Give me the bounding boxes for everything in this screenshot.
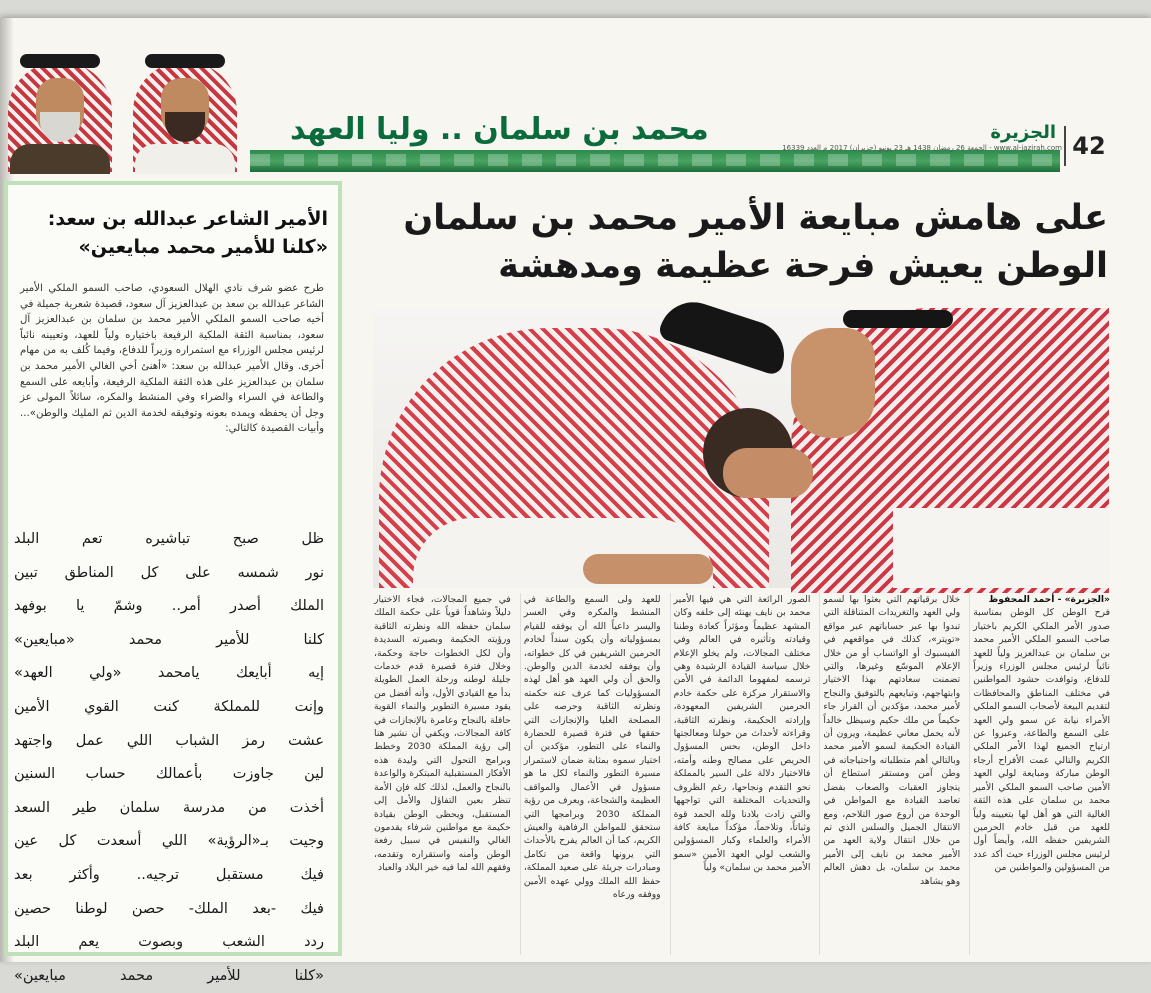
page-number: 42 <box>1064 126 1112 166</box>
poem-line: ظل صبح تباشيره تعم البلد <box>14 531 324 547</box>
poem-line: كلنا للأمير محمد «مبايعين» <box>14 631 324 648</box>
newspaper-masthead <box>782 122 1062 156</box>
column-text: للعهد ولى السمع والطاعة في المنشط والمكره وفي العسر واليسر داعياً الله أن يوفقه للقيام بمسؤولياته وأن يكون سنداً لخادم الحرمين الشريفين في كل خطواته، وأن يوفقه لخدمة الدين والوطن. والحق أن ولي العهد هو أهل لهذه المسؤوليات كما عرف عنه حكمته ونظرته الثاقبة وحرصه على المصلحة العليا والإنجازات التي حققها في فترة قصيرة للحضارة والنماء على التطور، مؤكدين أن اختيار سموه بمثابة ضمان لاستمرار مسيرة التطور والنماء لكل ما هو مسؤول في الأعمال والمواقف العظيمة والشجاعة، ويعرف من رؤية المملكة 2030 وبرامجها التي ستحقق للمواطن الرفاهية والعيش الكريم، كما أن العالم يفرح بالأحداث التي يرونها واقعة من تكامل ومبادرات جريئة على صعيد المملكة، حفظ الله الملك وولي عهده الأمين ووفقه ورعاه <box>523 594 661 900</box>
poem-line: وجيت بـ«الرؤية» اللي أسعدت كل عين <box>14 833 324 850</box>
poem-line: فيك -بعد الملك- حصن لوطنا حصين <box>14 900 324 917</box>
article-photo <box>373 308 1108 588</box>
issue-info: الجمعة 26 رمضان 1438 هـ 23 يونيو (حزيران) 2017 م العدد 16339 - www.al-jazirah.com <box>782 144 1062 152</box>
poem-line: نور شمسه على كل المناطق تبين <box>14 564 324 581</box>
column-text: فرح الوطن كل الوطن بمناسبة صدور الأمر الملكي الكريم باختيار صاحب السمو الملكي الأمير محمد بن سلمان بن عبدالعزيز ولياً للعهد نائباً لرئيس مجلس الوزراء وزيراً للدفاع، وتوافدت حشود المواطنين في مختلف المناطق والمحافظات لتقديم البيعة لأصحاب السمو الملكي الأمراء نيابة عن سمو ولي العهد على السمع والطاعة، وعبروا عن ارتياح الجميع لهذا الأمر الملكي الكريم والتالي عمت الأفراح أرجاء الوطن مباركة ومبايعة لولي العهد الأمين صاحب السمو الملكي الأمير محمد بن سلمان على هذه الثقة الغالية التي هو أهل لها بتعيينه ولياً للعهد من قبل خادم الحرمين الشريفين حفظه الله، وأيضاً أول لرئيس مجلس الوزراء حيث أكد عدد من المسؤولين والمواطنين من <box>973 607 1110 874</box>
article-column <box>520 593 661 955</box>
article-headline <box>360 194 1108 290</box>
column-text: في جميع المجالات، فجاء الاختيار دليلاً وشاهداً قوياً على حكمة الملك سلمان حفظه الله ونظرته الثاقبة ورؤيته الحكيمة وبصيرته السديدة وأن لكل الخطوات حاجة وحكمة، وخلال فترة قصيرة قدم خدمات جليلة لوطنه ورحلة العمل الطويلة بدأ مع القيادي الأول، وأنه أفضل من يقود مسيرة التطوير والنماء القوية حافلة بالنجاح وعامرة بالإنجازات في كافة المجالات، ويكفي أن نشير هنا إلى رؤية المملكة 2030 وخطط وبرامج التحول التي وليدة هذه الأفكار المستقبلية المبتكرة والواعدة بالنجاح والعمل، لذلك كله فإن الأمة تنظر بعين التفاؤل والأمل إلى المستقبل، ويحظى الوطن بقيادة حكيمة مع مواطنين شرفاء يقدمون الغالي والنفيس في سبيل رفعة الوطن وأمنه واستقراره وتقدمه، وفقهم الله لما فيه خير البلاد والعباد <box>374 594 511 874</box>
article-column <box>670 593 811 955</box>
poem-line: فيك مستقبل ترجيه.. وأكثر بعد <box>14 866 324 883</box>
sidebar-title-line2: «كلنا للأمير محمد مبايعين» <box>78 236 328 258</box>
poem-line: وإنت للمملكة كنت القوي الأمين <box>14 698 324 715</box>
page-header <box>0 18 1151 168</box>
sidebar-title-line1: الأمير الشاعر عبدالله بن سعد: <box>47 208 328 230</box>
sidebar-title <box>18 205 328 261</box>
headline-line1: على هامش مبايعة الأمير محمد بن سلمان <box>403 198 1108 238</box>
poem-line: أخذت من مدرسة سلمان طير السعد <box>14 799 324 816</box>
poem-line: عشت رمز الشباب اللي عمل واجتهد <box>14 732 324 749</box>
newspaper-logo: الجزيرة <box>990 122 1056 143</box>
king-portrait <box>0 48 120 168</box>
article-column <box>969 593 1110 955</box>
poem-line: ردد الشعب وبصوت يعم البلد <box>14 934 324 951</box>
headline-line2: الوطن يعيش فرحة عظيمة ومدهشة <box>498 246 1108 286</box>
banner-title: محمد بن سلمان .. وليا العهد <box>290 112 709 147</box>
byline: «الجزيرة» - أحمد المحفوظ <box>988 594 1110 605</box>
article-columns <box>371 593 1110 955</box>
green-decorative-stripe <box>250 150 1060 172</box>
leaders-portraits <box>0 48 250 168</box>
sidebar-intro-text: طرح عضو شرف نادي الهلال السعودي، صاحب السمو الملكي الأمير الشاعر عبدالله بن سعد بن عبدالعزيز آل سعود، قصيدة شعرية جميلة في أخيه صاحب السمو الملكي الأمير محمد بن سلمان بن عبدالعزيز آل سعود، بمناسبة الثقة الملكية الرفيعة باختياره ولياً للعهد، وتعيينه نائباً لرئيس مجلس الوزراء مع استمراره وزيراً للدفاع، وفيما كُلف به من مهام أخرى. وقال الأمير عبدالله بن سعد: «أهنئ أخي الغالي الأمير محمد بن سلمان بن عبدالعزيز على هذه الثقة الملكية الرفيعة، وأبايعه على السمع والطاعة في السراء والضراء وفي المنشط والمكره، سائلاً المولى عز وجل أن يحفظه ويمده بعونه وتوفيقه لخدمة الدين ثم المليك والوطن»... وأبيات القصيدة كالتالي: <box>20 283 324 435</box>
poem-line: لين جاوزت بأعمالك حساب السنين <box>14 766 324 783</box>
article-column <box>371 593 511 955</box>
column-text: الصور الرائعة التي هي فيها الأمير محمد بن نايف يهنئه إلى خلفه وكان المشهد عظيماً ومؤثراً كعادة وطننا وقيادته وتأثيره في العالم وفي مختلف المجالات، ولم يخلو الإعلام خلال سياسة القيادة الرشيدة وهي ترسمه لمفهوما الدائمة في الأمن والاستقرار مركزة على حكمة خادم الحرمين الشريفين المعهودة، وإرادته الحكيمة، ونظرته الثاقبة، وقراءته لأحداث من حولنا ومعالجتها داخل الوطن، بحس المسؤول الحريص على مصالح وطنه وأمته، فالاختيار دلالة على السير بالمملكة نحو التقدم ونجاحها، رغم الظروف والتحديات المختلفة التي تواجهها والتي زادت بلادنا ولله الحمد قوة وثباتاً، وتلاحماً، مؤكداً مبايعة كافة الأمراء والعلماء وكبار المسؤولين والشعب لولي العهد الأمين «سمو الأمير محمد بن سلمان» ولياً <box>673 594 811 874</box>
poem <box>14 523 324 993</box>
poem-sidebar <box>4 181 342 984</box>
poem-line: إيه أبايعك يامحمد «ولي العهد» <box>14 665 324 682</box>
newspaper-page <box>0 18 1151 984</box>
article-column <box>819 593 960 955</box>
crown-prince-portrait <box>125 48 245 168</box>
poem-line: الملك أصدر أمر.. وشمّ يا بوفهد <box>14 598 324 615</box>
poem-line: «كلنا للأمير محمد مبايعين» <box>14 967 324 984</box>
column-text: خلال برقياتهم التي بعثوا بها لسمو ولي العهد والتغريدات المتناقلة التي تبدوا بها عبر حساباتهم عبر مواقع «تويتر»، كذلك في مواقعهم في الفيسبوك أو الواتساب أو من خلال الإعلام الموسّع وغيرها، والتي تضمنت سعادتهم بهذا الاختيار وابتهاجهم، وتبايعهم بالتوفيق والنجاح لأمير محمد، مؤكدين أن القرار جاء حكيماً من ملك حكيم وسيظل خالداً لأنه يحمل معاني عظيمة، ويرون أن القيادة الحكيمة لسمو الأمير محمد وبالتالي أهم متطلباته واحتياجاته في وطن آمن ومستقر استطاع أن يتجاوز العقبات والصعاب بفضل تعاضد القيادة مع المواطن في الوحدة من أروع صور التلاحم، ومع الانتقال الجميل والسلس الذي تم من خلال انتقال ولاية العهد من الأمير محمد بن نايف إلى الأمير محمد بن سلمان، بل دهش العالم وهو يشاهد <box>823 594 961 887</box>
